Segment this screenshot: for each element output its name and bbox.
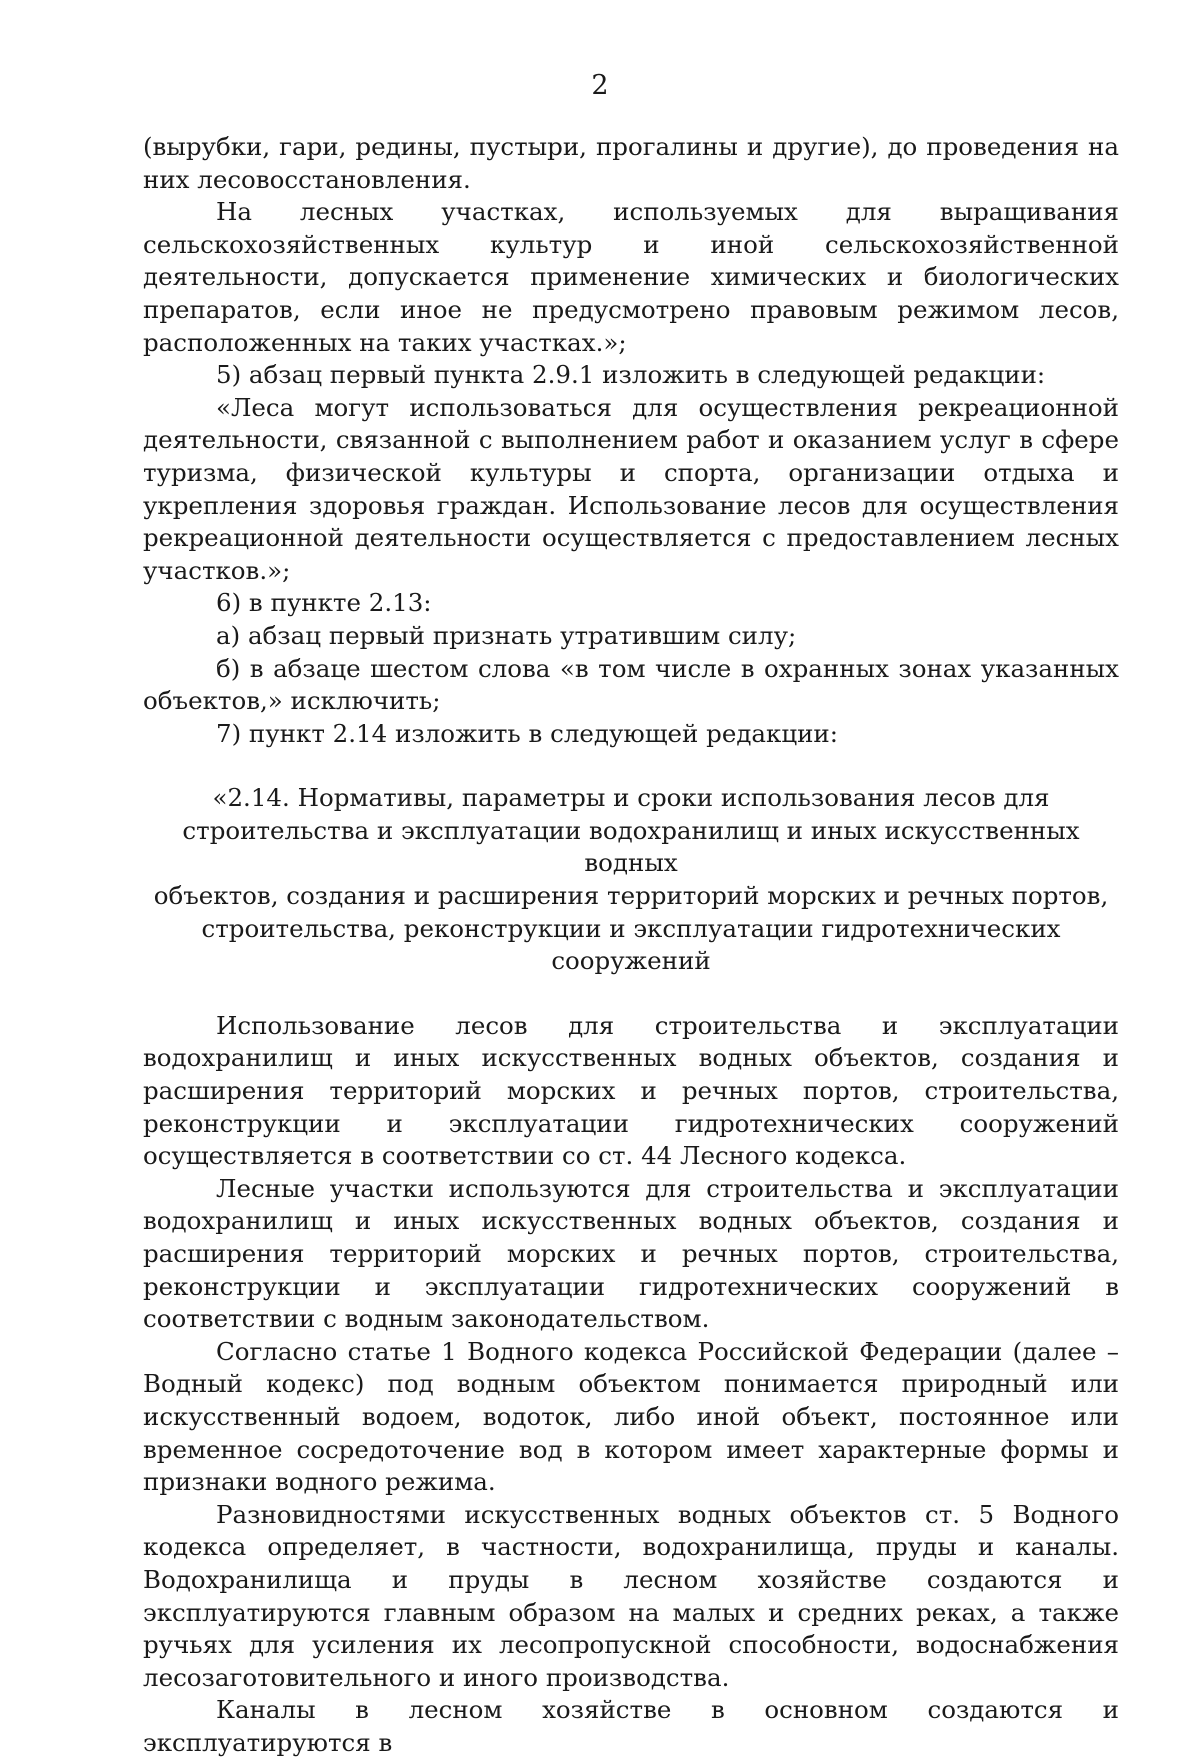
paragraph: Использование лесов для строительства и эксплуатации водохранилищ и иных искусственных водных объектов, создания и расширения территорий морских и речных портов, строительства, реконструкции и эксплуатации гидротехнических сооружений осуществляется в соответствии со ст. 44 Лесного кодекса. <box>143 1010 1119 1171</box>
paragraph: б) в абзаце шестом слова «в том числе в охранных зонах указанных объектов,» исключить; <box>143 653 1119 716</box>
paragraph: 6) в пункте 2.13: <box>216 588 432 618</box>
section-heading <box>143 750 1119 1010</box>
paragraph: Согласно статье 1 Водного кодекса Российской Федерации (далее – Водный кодекс) под водным объектом понимается природный или искусственный водоем, водоток, либо иной объект, постоянное или временное сосредоточение вод в котором имеет характерные формы и признаки водного режима. <box>143 1336 1119 1497</box>
paragraph: Разновидностями искусственных водных объектов ст. 5 Водного кодекса определяет, в частности, водохранилища, пруды и каналы. Водохранилища и пруды в лесном хозяйстве создаются и эксплуатируются главным образом на малых и средних реках, а также ручьях для усиления их лесопропускной способности, водоснабжения лесозаготовительного и иного производства. <box>143 1499 1119 1692</box>
paragraph: Лесные участки используются для строительства и эксплуатации водохранилищ и иных искусственных водных объектов, создания и расширения территорий морских и речных портов, строительства, реконструкции и эксплуатации гидротехнических сооружений в соответствии с водным законодательством. <box>143 1173 1119 1334</box>
document-body <box>143 131 1119 1760</box>
paragraph: На лесных участках, используемых для выращивания сельскохозяйственных культур и иной сельскохозяйственной деятельности, допускается применение химических и биологических препаратов, если иное не предусмотрено правовым режимом лесов, расположенных на таких участках.»; <box>143 197 1119 357</box>
paragraph: «Леса могут использоваться для осуществления рекреационной деятельности, связанной с выполнением работ и оказанием услуг в сфере туризма, физической культуры и спорта, организации отдыха и укрепления здоровья граждан. Использование лесов для осуществления рекреационной деятельности осуществляется с предоставлением лесных участков.»; <box>143 392 1119 585</box>
heading-line: строительства, реконструкции и эксплуатации гидротехнических сооружений <box>201 913 1061 976</box>
paragraph: 7) пункт 2.14 изложить в следующей редакции: <box>216 718 838 748</box>
heading-line: объектов, создания и расширения территорий морских и речных портов, <box>153 881 1109 911</box>
paragraph: (вырубки, гари, редины, пустыри, прогалины и другие), до проведения на них лесовосстановления. <box>143 132 1119 194</box>
page-number: 2 <box>591 70 609 101</box>
heading-line: «2.14. Нормативы, параметры и сроки использования лесов для <box>212 783 1050 813</box>
paragraph: Каналы в лесном хозяйстве в основном создаются и эксплуатируются в <box>143 1695 1119 1757</box>
paragraph: 5) абзац первый пункта 2.9.1 изложить в следующей редакции: <box>216 360 1046 390</box>
paragraph: а) абзац первый признать утратившим силу; <box>216 620 797 650</box>
heading-line: строительства и эксплуатации водохранилищ и иных искусственных водных <box>182 815 1080 878</box>
